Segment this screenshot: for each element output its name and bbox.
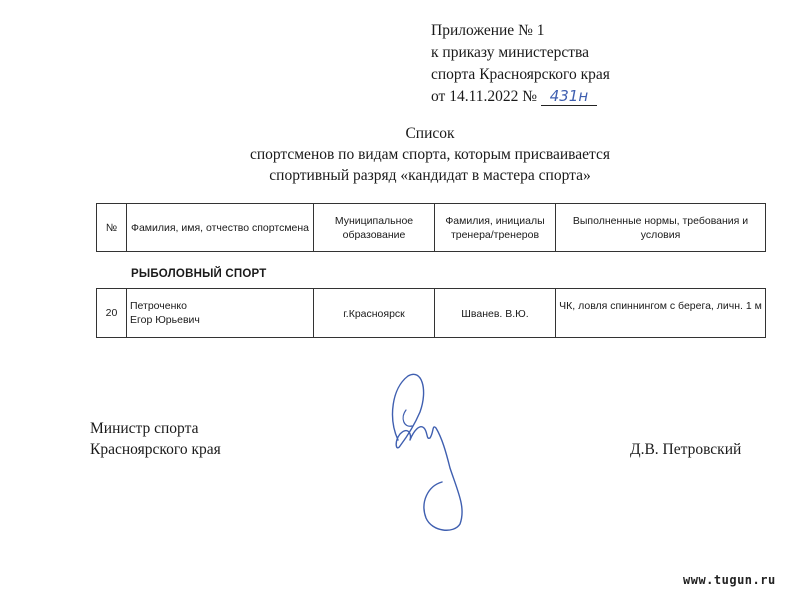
header-coach: Фамилия, инициалы тренера/тренеров (435, 204, 556, 252)
row-athlete-name (127, 289, 314, 338)
row-municipality: г.Красноярск (314, 289, 435, 338)
annex-ministry: спорта Красноярского края (431, 66, 610, 83)
row-norms: ЧК, ловля спиннингом с берега, личн. 1 м (556, 289, 766, 338)
signatory-position (90, 418, 221, 460)
annex-title: Приложение № 1 (431, 22, 545, 39)
table-header (96, 203, 766, 252)
title-line-2: спортсменов по видам спорта, которым присваивается (249, 146, 611, 163)
row-coach: Шванев. В.Ю. (435, 289, 556, 338)
title-line-1: Список (405, 125, 455, 142)
header-number: № (97, 204, 127, 252)
annex-date-line (431, 86, 610, 108)
row-athlete-surname: Петроченко (130, 300, 187, 312)
annex-order-ref: к приказу министерства (431, 44, 589, 61)
signatory-position-line-2: Красноярского края (90, 441, 221, 458)
section-title: РЫБОЛОВНЫЙ СПОРТ (131, 268, 267, 280)
annex-date: от 14.11.2022 № (431, 88, 538, 105)
header-athlete-name: Фамилия, имя, отчество спортсмена (127, 204, 314, 252)
header-municipality: Муниципальное образование (314, 204, 435, 252)
order-number-handwritten: 431н (541, 87, 597, 106)
handwritten-signature (370, 368, 480, 538)
table-row (96, 288, 766, 338)
row-number: 20 (97, 289, 127, 338)
document-title (0, 123, 793, 186)
signatory-position-line-1: Министр спорта (90, 420, 199, 437)
header-norms: Выполненные нормы, требования и условия (556, 204, 766, 252)
title-line-3: спортивный разряд «кандидат в мастера спорта» (269, 167, 591, 184)
watermark: www.tugun.ru (683, 573, 776, 587)
signatory-name: Д.В. Петровский (630, 441, 742, 458)
annex-block (431, 20, 610, 108)
row-athlete-given: Егор Юрьевич (130, 314, 200, 326)
